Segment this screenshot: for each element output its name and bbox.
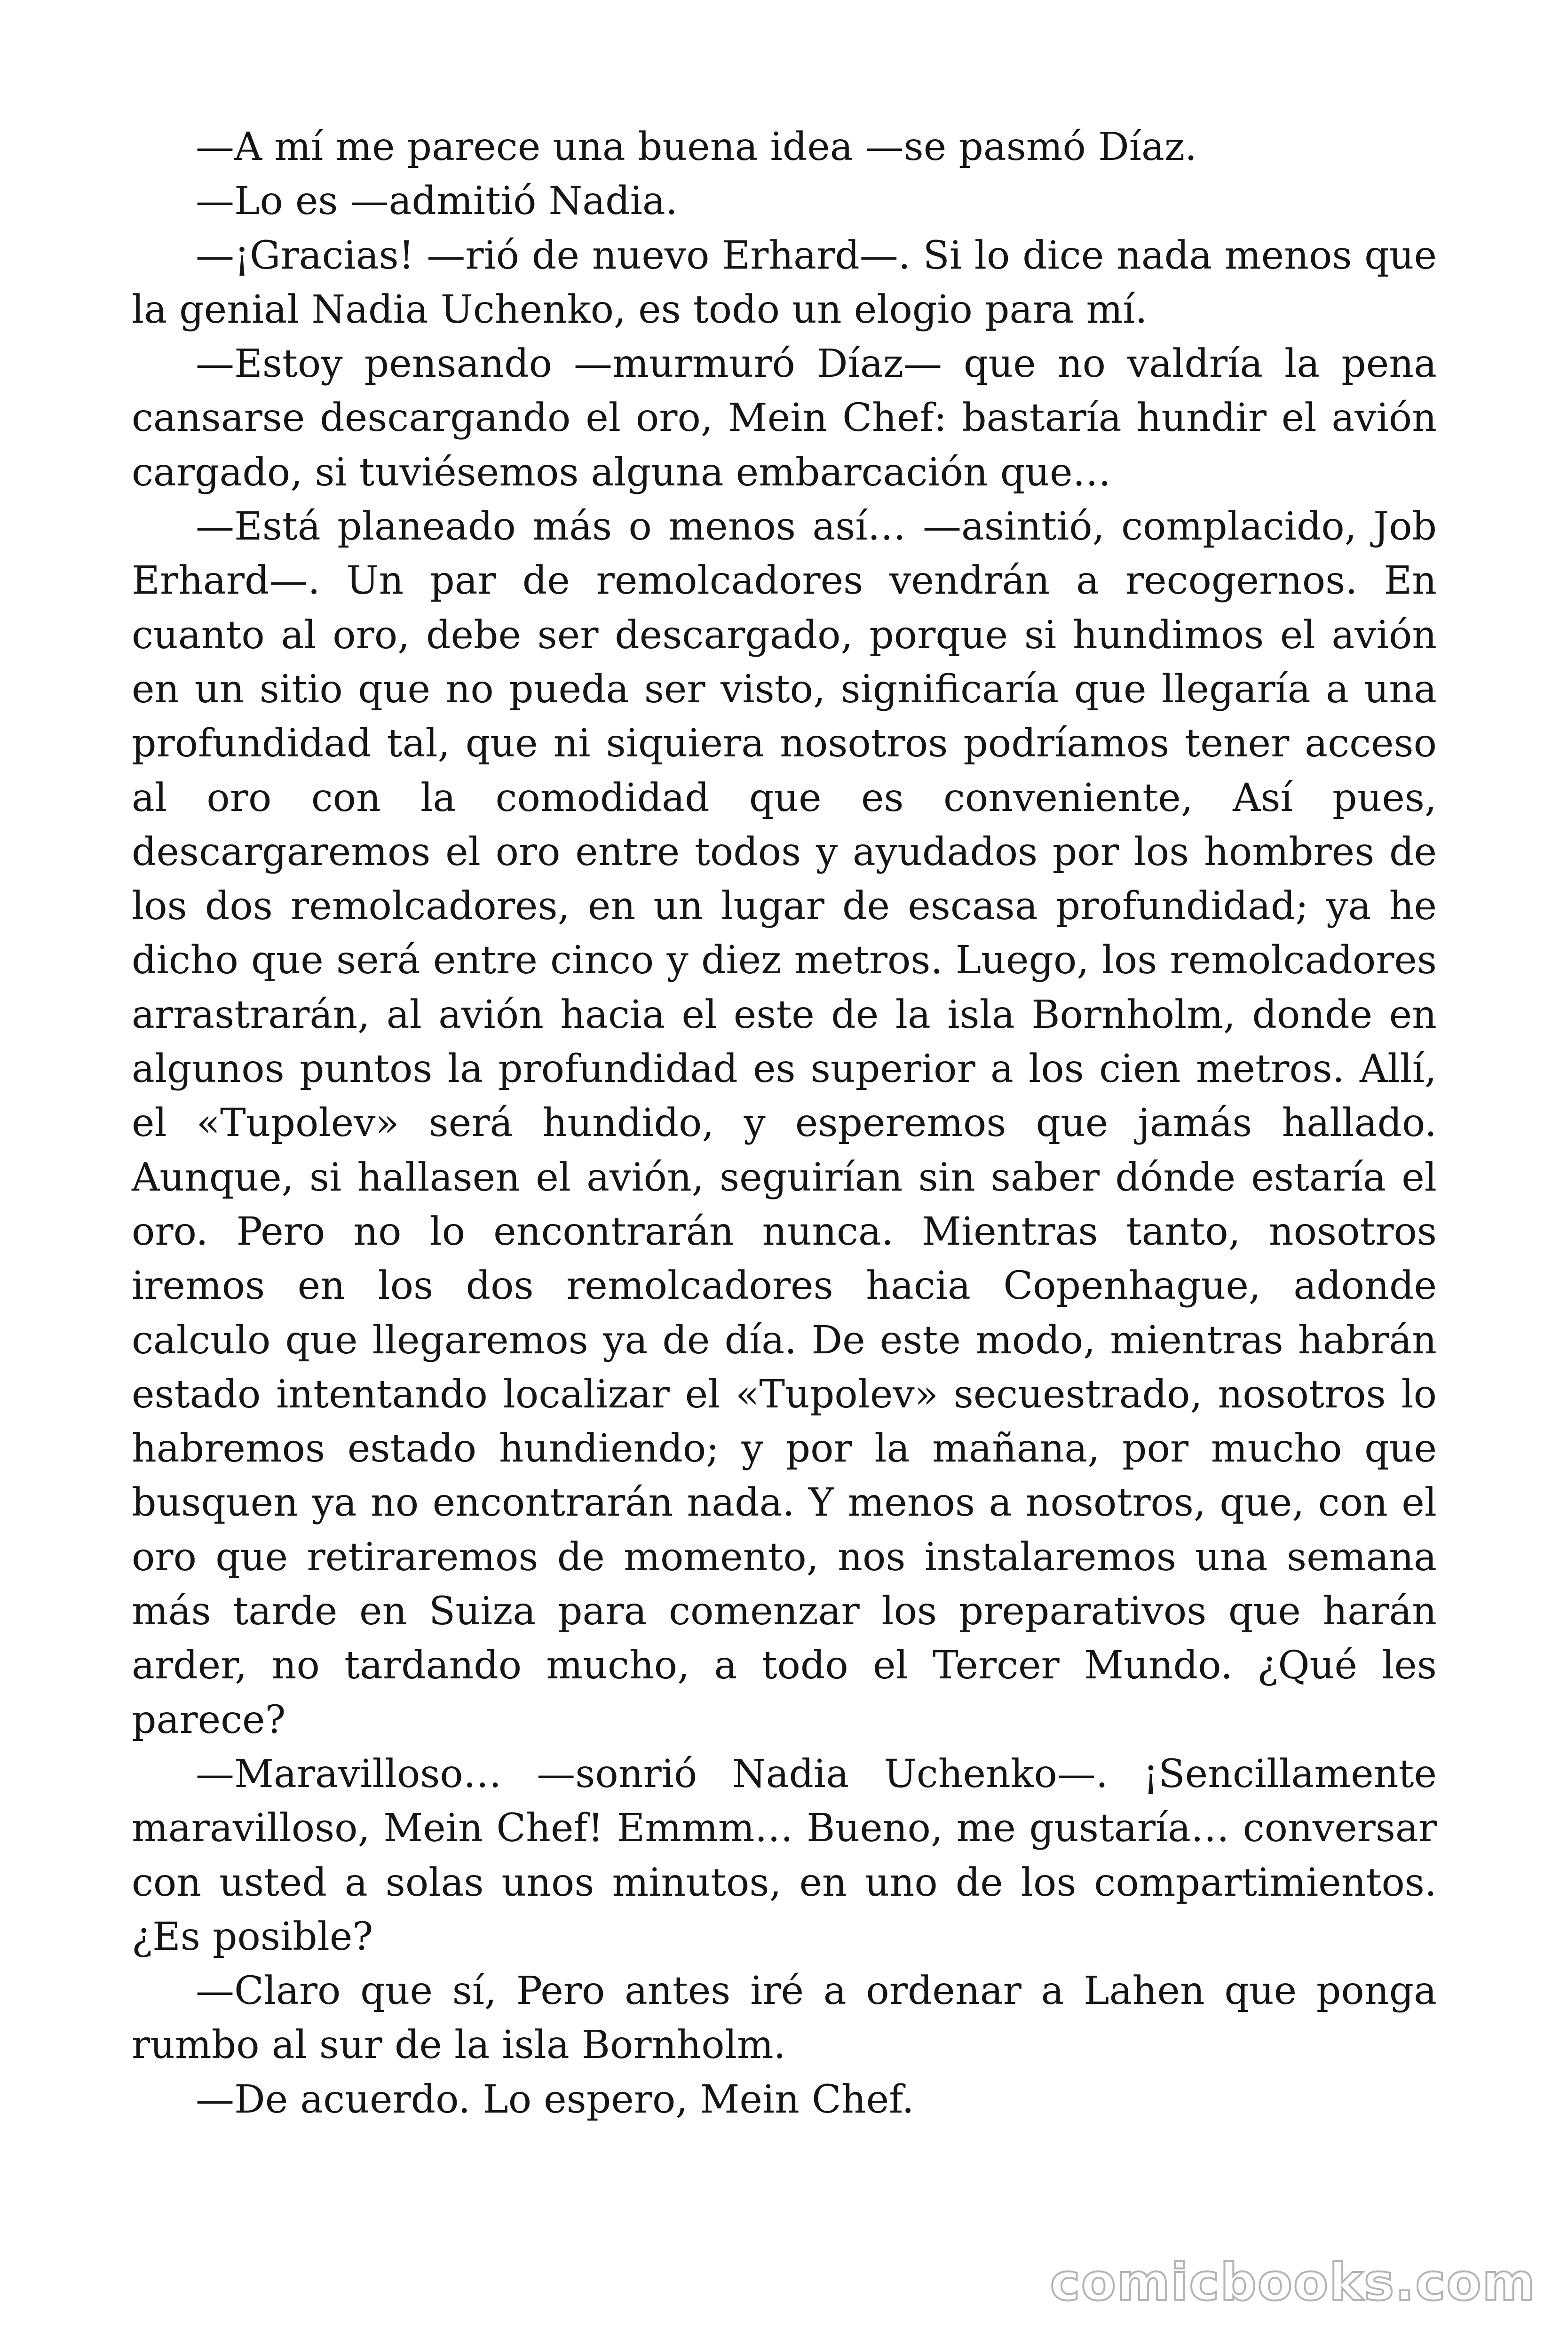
paragraph: —Está planeado más o menos así… —asintió, complacido, Job Erhard—. Un par de remolcadores vendrán a recogernos. En cuanto al oro, debe ser descargado, porque si hundimos el avión en un sitio que no pueda ser visto, significaría que llegaría a una profundidad tal, que ni siquiera nosotros podríamos tener acceso al oro con la comodidad que es conveniente, Así pues, descargaremos el oro entre todos y ayudados por los hombres de los dos remolcadores, en un lugar de escasa profundidad; ya he dicho que será entre cinco y diez metros. Luego, los remolcadores arrastrarán, al avión hacia el este de la isla Bornholm, donde en algunos puntos la profundidad es superior a los cien metros. Allí, el «Tupolev» será hundido, y esperemos que jamás hallado. Aunque, si hallasen el avión, seguirían sin saber dónde estaría el oro. Pero no lo encontrarán nunca. Mientras tanto, nosotros iremos en los dos remolcadores hacia Copenhague, adonde calculo que llegaremos ya de día. De este modo, mientras habrán estado intentando localizar el «Tupolev» secuestrado, nosotros lo habremos estado hundiendo; y por la mañana, por mucho que busquen ya no encontrarán nada. Y menos a nosotros, que, con el oro que retiraremos de momento, nos instalaremos una semana más tarde en Suiza para comenzar los preparativos que harán arder, no tardando mucho, a todo el Tercer Mundo. ¿Qué les parece? — [132, 504, 1437, 1742]
paragraph: —Claro que sí, Pero antes iré a ordenar a Lahen que ponga rumbo al sur de la isla Bornholm. — [132, 1969, 1437, 2068]
paragraph: —Estoy pensando —murmuró Díaz— que no valdría la pena cansarse descargando el oro, Mein Chef: bastaría hundir el avión cargado, si tuviésemos alguna embarcación que… — [132, 342, 1437, 495]
paragraph: —Lo es —admitió Nadia. — [196, 179, 678, 224]
watermark: comicbooks.com — [1050, 2253, 1536, 2312]
paragraph: —A mí me parece una buena idea —se pasmó Díaz. — [196, 125, 1197, 169]
paragraph: —Maravilloso… —sonrió Nadia Uchenko—. ¡Sencillamente maravilloso, Mein Chef! Emmm… Bueno, me gustaría… conversar con usted a solas unos minutos, en uno de los compartimientos. ¿Es posible? — [132, 1751, 1437, 1959]
body-text — [132, 120, 1437, 2127]
paragraph: —De acuerdo. Lo espero, Mein Chef. — [196, 2077, 914, 2122]
paragraph: —¡Gracias! —rió de nuevo Erhard—. Si lo dice nada menos que la genial Nadia Uchenko, es todo un elogio para mí. — [132, 233, 1437, 332]
